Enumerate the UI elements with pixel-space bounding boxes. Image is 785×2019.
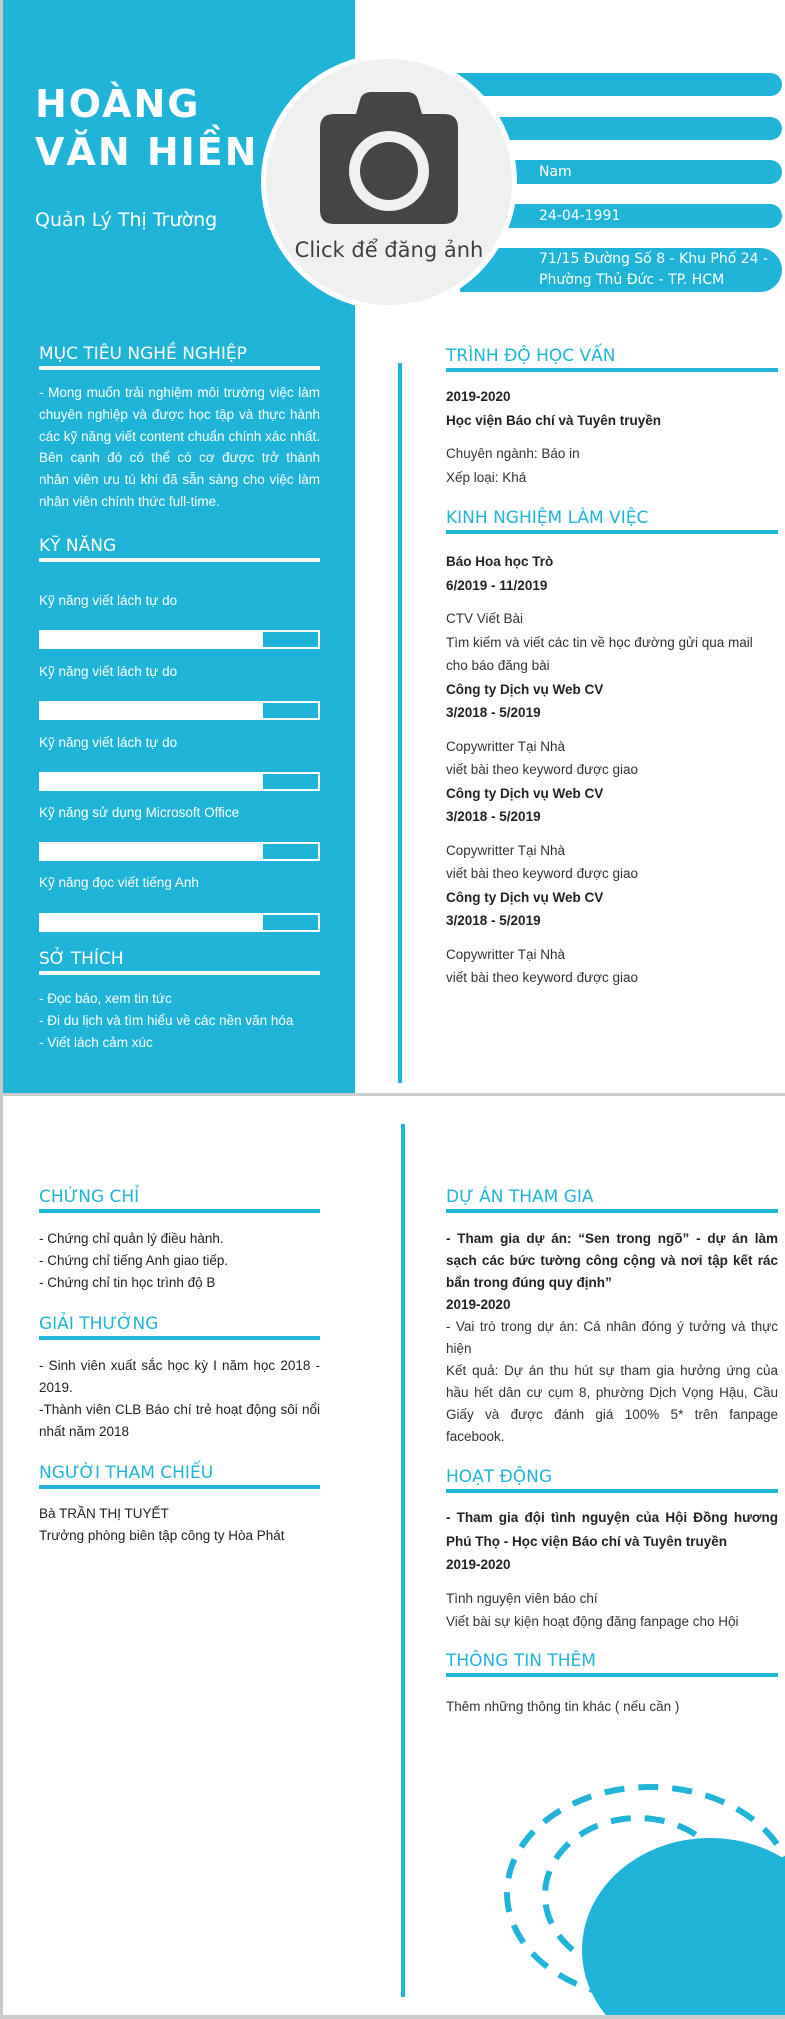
objective-text[interactable]: - Mong muốn trải nghiệm môi trường việc làm chuyên nghiệp và được học tập và thực hành các kỹ năng viết content chuẩn chính xác nhất. Bên cạnh đó có thể có cơ được trở thành nhân viên ưu tú khi đã sẵn sàng cho việc làm nhân viên chính thức full-time.	[39, 385, 320, 509]
certificates-list[interactable]	[39, 1228, 320, 1294]
experience-period: 3/2018 - 5/2019	[446, 705, 541, 720]
activity-period: 2019-2020	[446, 1557, 511, 1572]
education-period: 2019-2020	[446, 389, 511, 404]
project-entry[interactable]	[446, 1228, 778, 1448]
hobby-item: - Viết lách cảm xúc	[39, 1035, 153, 1050]
candidate-name[interactable]	[35, 80, 259, 176]
name-line-1: HOÀNG	[35, 82, 201, 126]
address-line-2: Phường Thủ Đức - TP. HCM	[539, 272, 725, 288]
page-bottom-border	[0, 2015, 785, 2019]
skill-progress-fill	[41, 632, 263, 647]
activity-role: Tình nguyện viên báo chí	[446, 1590, 598, 1606]
skill-progress-bar[interactable]	[39, 772, 320, 791]
project-period: 2019-2020	[446, 1297, 511, 1312]
awards-list[interactable]	[39, 1355, 320, 1443]
skill-label: Kỹ năng viết lách tự do	[39, 593, 178, 608]
birthdate-value: 24-04-1991	[539, 208, 621, 224]
experience-desc: viết bài theo keyword được giao	[446, 970, 638, 985]
skill-label: Kỹ năng đọc viết tiếng Anh	[39, 875, 199, 890]
name-line-2: VĂN HIỀN	[35, 130, 259, 174]
activity-desc: Viết bài sự kiện hoạt động đăng fanpage cho Hội	[446, 1614, 739, 1629]
experience-role: Copywritter Tại Nhà	[446, 842, 566, 858]
experience-period: 3/2018 - 5/2019	[446, 913, 541, 928]
column-divider	[401, 1124, 405, 1997]
certificate-item: - Chứng chỉ quản lý điều hành.	[39, 1231, 224, 1246]
column-divider	[398, 363, 402, 1083]
experience-period: 6/2019 - 11/2019	[446, 577, 548, 593]
experience-role: Copywritter Tại Nhà	[446, 946, 566, 962]
additional-info-title: THÔNG TIN THÊM	[446, 1651, 778, 1677]
project-name: - Tham gia dự án: “Sen trong ngõ” - dự án làm sạch các bức tường công cộng và nơi tập kết rác bẩn trong đúng quy định”	[446, 1231, 778, 1290]
hobbies-list[interactable]	[39, 988, 320, 1054]
decorative-circles-icon	[460, 1750, 785, 2015]
activity-entry[interactable]	[446, 1506, 778, 1634]
experience-company: Công ty Dịch vụ Web CV	[446, 889, 604, 905]
certificate-item: - Chứng chỉ tiếng Anh giao tiếp.	[39, 1253, 229, 1268]
skill-progress-fill	[41, 915, 263, 930]
skill-progress-fill	[41, 844, 263, 859]
additional-info-text[interactable]: Thêm những thông tin khác ( nếu cần )	[446, 1699, 680, 1714]
skill-progress-bar[interactable]	[39, 701, 320, 720]
reference-entry[interactable]	[39, 1503, 320, 1547]
hobby-item: - Đọc báo, xem tin tức	[39, 991, 172, 1006]
skill-progress-fill	[41, 703, 263, 718]
experience-list[interactable]	[446, 550, 778, 990]
hobby-item: - Đi du lịch và tìm hiểu về các nền văn hóa	[39, 1013, 294, 1028]
gender-value: Nam	[539, 164, 572, 180]
reference-position: Trưởng phòng biên tập công ty Hòa Phát	[39, 1528, 285, 1543]
job-title[interactable]: Quản Lý Thị Trường	[35, 209, 218, 231]
skill-progress-fill	[41, 774, 263, 789]
experience-desc: Tìm kiếm và viết các tin về học đường gửi qua mail cho báo đăng bài	[446, 634, 753, 673]
education-title: TRÌNH ĐỘ HỌC VẤN	[446, 346, 778, 372]
projects-title: DỰ ÁN THAM GIA	[446, 1187, 778, 1213]
skill-progress-bar[interactable]	[39, 842, 320, 861]
experience-period: 3/2018 - 5/2019	[446, 809, 541, 824]
education-rank: Xếp loại: Khá	[446, 469, 527, 485]
skills-title: KỸ NĂNG	[39, 536, 320, 562]
project-role: - Vai trò trong dự án: Cá nhân đóng ý tưởng và thực hiện	[446, 1319, 778, 1356]
experience-role: CTV Viết Bài	[446, 611, 524, 626]
objective-title: MỤC TIÊU NGHỀ NGHIỆP	[39, 344, 320, 370]
skill-progress-bar[interactable]	[39, 630, 320, 649]
skill-label: Kỹ năng sử dụng Microsoft Office	[39, 805, 240, 820]
camera-icon	[320, 92, 458, 224]
skill-label: Kỹ năng viết lách tự do	[39, 664, 178, 679]
skill-label: Kỹ năng viết lách tự do	[39, 735, 178, 750]
experience-company: Báo Hoa học Trò	[446, 554, 554, 569]
skill-progress-bar[interactable]	[39, 913, 320, 932]
photo-upload-label: Click để đăng ảnh	[294, 238, 484, 262]
experience-role: Copywritter Tại Nhà	[446, 738, 566, 754]
references-title: NGƯỜI THAM CHIẾU	[39, 1463, 320, 1489]
certificates-title: CHỨNG CHỈ	[39, 1187, 320, 1213]
activities-title: HOẠT ĐỘNG	[446, 1467, 778, 1493]
experience-title: KINH NGHIỆM LÀM VIỆC	[446, 508, 778, 534]
award-item: -Thành viên CLB Báo chí trẻ hoạt động sôi nổi nhất năm 2018	[39, 1402, 320, 1439]
experience-company: Công ty Dịch vụ Web CV	[446, 785, 604, 801]
address-line-1: 71/15 Đường Số 8 - Khu Phố 24 -	[539, 251, 769, 267]
reference-name: Bà TRẦN THỊ TUYẾT	[39, 1506, 169, 1521]
experience-desc: viết bài theo keyword được giao	[446, 762, 638, 777]
education-major: Chuyên ngành: Báo in	[446, 446, 580, 461]
activity-name: - Tham gia đội tình nguyện của Hội Đồng hương Phú Thọ - Học viện Báo chí và Tuyên truyền	[446, 1510, 778, 1549]
photo-upload[interactable]	[261, 54, 517, 310]
education-entry[interactable]	[446, 385, 778, 489]
award-item: - Sinh viên xuất sắc học kỳ I năm học 2018 - 2019.	[39, 1358, 320, 1395]
gender-field[interactable]	[499, 160, 782, 184]
experience-company: Công ty Dịch vụ Web CV	[446, 681, 604, 697]
experience-desc: viết bài theo keyword được giao	[446, 866, 638, 881]
birthdate-field[interactable]	[499, 204, 782, 228]
education-school: Học viện Báo chí và Tuyên truyền	[446, 412, 662, 428]
awards-title: GIẢI THƯỞNG	[39, 1314, 320, 1340]
page-break	[0, 1093, 785, 1096]
hobbies-title: SỞ THÍCH	[39, 949, 320, 975]
certificate-item: - Chứng chỉ tin học trình độ B	[39, 1275, 216, 1290]
project-result: Kết quả: Dự án thu hút sự tham gia hưởng ứng của hầu hết dân cư cụm 8, phường Dịch Vọng Hậu, Cầu Giấy và được đánh giá 100% 5* trên fanpage facebook.	[446, 1363, 778, 1444]
